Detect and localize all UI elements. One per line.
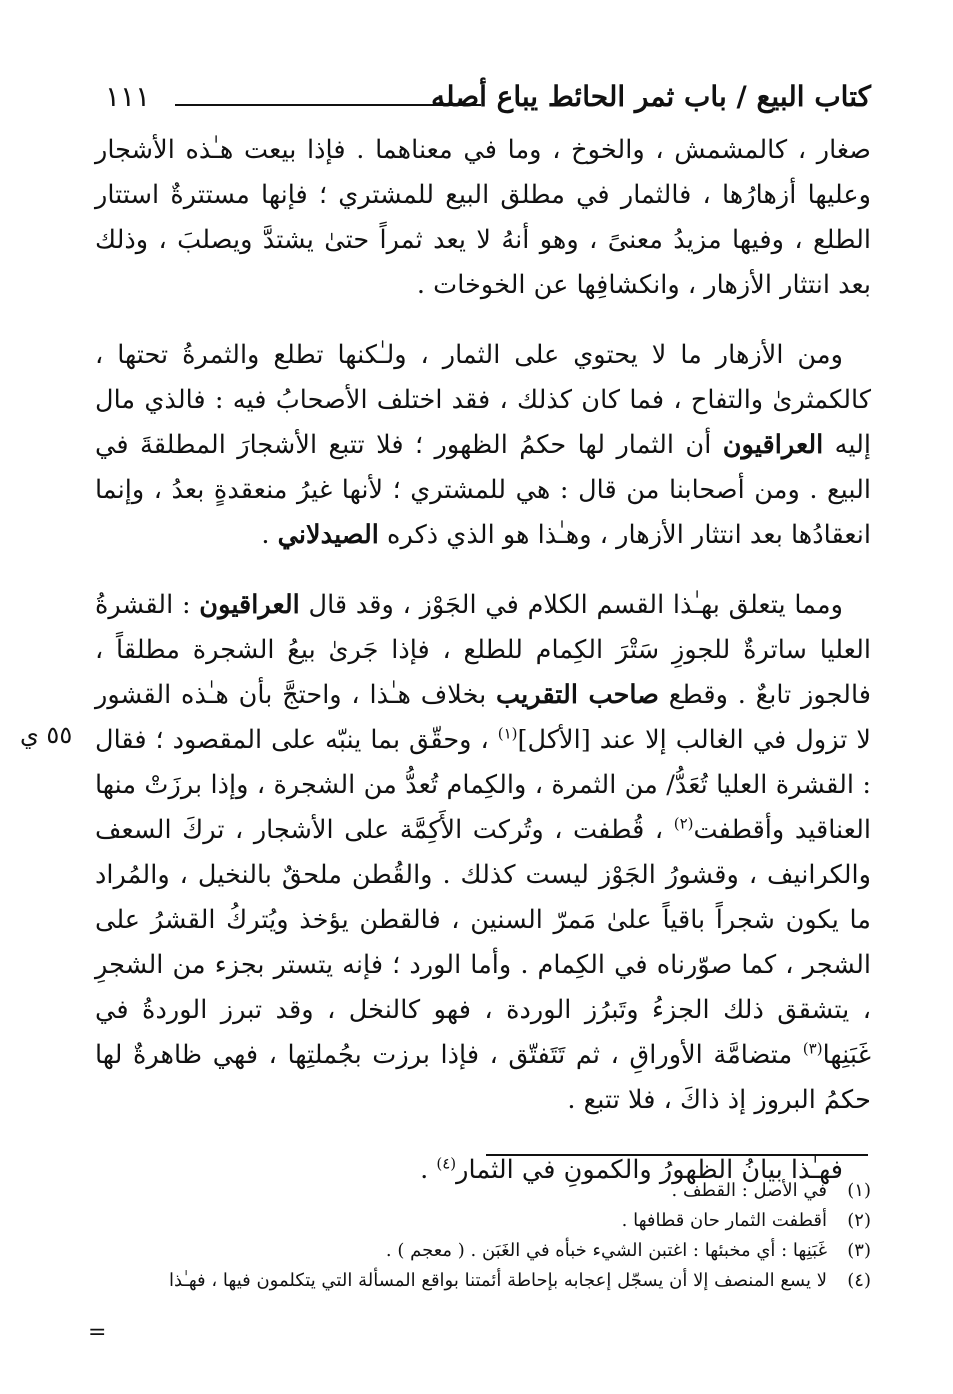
text-run: ومن الأزهار ما لا يحتوي على الثمار ، ولـٰكنها تطلع والثمرةُ تحتها ، كالكمثرىٰ والتفاح ، فما كان كذلك ، فقد اختلف الأصحابُ فيه : فالذي مال إليه — [95, 340, 871, 460]
page-number: ١١١ — [105, 80, 151, 113]
text-run: أن الثمار لها حكمُ الظهور ؛ فلا تتبع الأشجارَ المطلقةَ في البيع . ومن أصحابنا من قال : هي للمشتري ؛ لأنها غيرُ منعقدةٍ بعدُ ، وإنما انعقادُها بعد انتثار الأزهار ، وهـٰذا هو الذي ذكره — [95, 430, 871, 550]
text-run: صغار ، كالمشمش ، والخوخ ، وما في معناهما . فإذا بيعت هـٰذه الأشجار وعليها أزهارُها ، فالثمار في مطلق البيع للمشتري ؛ فإنها مستترةٌ استتار الطلع ، وفيها مزيدُ معنىً ، وهو أنهُ لا يعد ثمراً حتىٰ يشتدَّ ويصلبَ ، وذلك بعد انتثار الأزهار ، وانكشافِها عن الخوخات . — [95, 135, 871, 300]
footnote-separator — [486, 1154, 868, 1156]
text-run: ، وحقّق بما ينبّه على المقصود ؛ فقال : القشرة العليا تُعَدُّ/ من الثمرة ، والكِمام تُعدُّ من الشجرة ، وإذا برزَتْ منها العناقيد وأقطفت — [95, 725, 871, 845]
text-run: متضامَّة الأوراقِ ، ثم تَتَفتّق ، فإذا برزت بجُملتِها ، فهي ظاهرةٌ لها حكمُ البروز إذ ذاكَ ، فلا تتبع . — [95, 1040, 871, 1115]
paragraph-gap — [95, 1123, 871, 1148]
paragraph-gap — [95, 308, 871, 333]
paragraph-gap — [95, 558, 871, 583]
bold-name: الصيدلاني — [277, 520, 379, 550]
continuation-mark: = — [88, 1320, 107, 1345]
footnote — [95, 1176, 871, 1206]
text-run: . — [420, 1155, 437, 1185]
footnotes — [95, 1176, 871, 1296]
body-text — [95, 128, 871, 1193]
footnote-text: في الأصل : القطف . — [671, 1180, 827, 1201]
text-run: ومما يتعلق بهـٰذا القسم الكلام في الجَوْز ، وقد قال — [299, 590, 843, 620]
footnote-ref: (٢) — [673, 814, 694, 833]
text-run: ، قُطفت ، وتُركت الأَكِمَّة على الأشجار ، تركَ السعف والكرانيف ، وقشورُ الجَوْز ليست كذلك . والقُطن ملحقٌ بالنخيل ، والمُراد ما يكون شجراً باقياً علىٰ مَمرّ السنين ، فالقطن يؤخذ ويُتركُ القشرُ على الشجر ، كما صوّرناه في الكِمام . وأما الورد ؛ فإنه يتستر بجزء من الشجرِ ، يتشقق ذلك الجزءُ وتَبرُز الوردة ، فهو كالنخل ، وقد تبرز الوردةُ في غَبَنِها — [95, 815, 871, 1070]
running-title: كتاب البيع / باب ثمر الحائط يباع أصله — [431, 80, 871, 113]
page-header — [105, 80, 871, 124]
header-rule — [175, 104, 481, 106]
footnote-number: (٢) — [847, 1210, 871, 1231]
paragraph — [95, 583, 871, 1123]
footnote-number: (٤) — [847, 1270, 871, 1291]
bold-name: العراقيون — [722, 430, 824, 460]
bold-name: صاحب التقريب — [495, 680, 659, 710]
footnote-ref: (١) — [497, 724, 518, 743]
footnote-number: (٣) — [847, 1240, 871, 1261]
paragraph — [95, 128, 871, 308]
bold-name: العراقيون — [199, 590, 300, 620]
footnote-ref: (٤) — [436, 1154, 457, 1173]
margin-folio-note: ٥٥ ي — [20, 721, 73, 749]
paragraph — [95, 333, 871, 558]
footnote-number: (١) — [847, 1180, 871, 1201]
text-run: بخلاف هـٰذا ، واحتجَّ بأن هـٰذه القشور لا تزول في الغالب إلا عند [الأكل] — [95, 680, 871, 755]
footnote-text: أقطفت الثمار حان قطافها . — [621, 1210, 827, 1231]
footnote — [95, 1266, 871, 1296]
text-run: . — [261, 520, 278, 550]
text-run: : القشرةُ العليا ساترةٌ للجوزِ سَتْرَ الكِمام للطلع ، فإذا جَرىٰ بيعُ الشجرة مطلقاً ، فالجوز تابعٌ . وقطع — [95, 590, 871, 710]
footnote-text: لا يسع المنصف إلا أن يسجّل إعجابه بإحاطة أئمتنا بواقع المسألة التي يتكلمون فيها ، فهـٰذا — [169, 1270, 827, 1291]
text-run: فهـٰذا بيانُ الظهورُ والكمونِ في الثمار — [456, 1155, 843, 1185]
footnote — [95, 1236, 871, 1266]
footnote — [95, 1206, 871, 1236]
footnote-ref: (٣) — [802, 1039, 823, 1058]
footnote-text: غَبَنِها : أي مخبئها : اغتبن الشيء خبأه في الغَبَن . ( معجم ) . — [385, 1240, 827, 1261]
